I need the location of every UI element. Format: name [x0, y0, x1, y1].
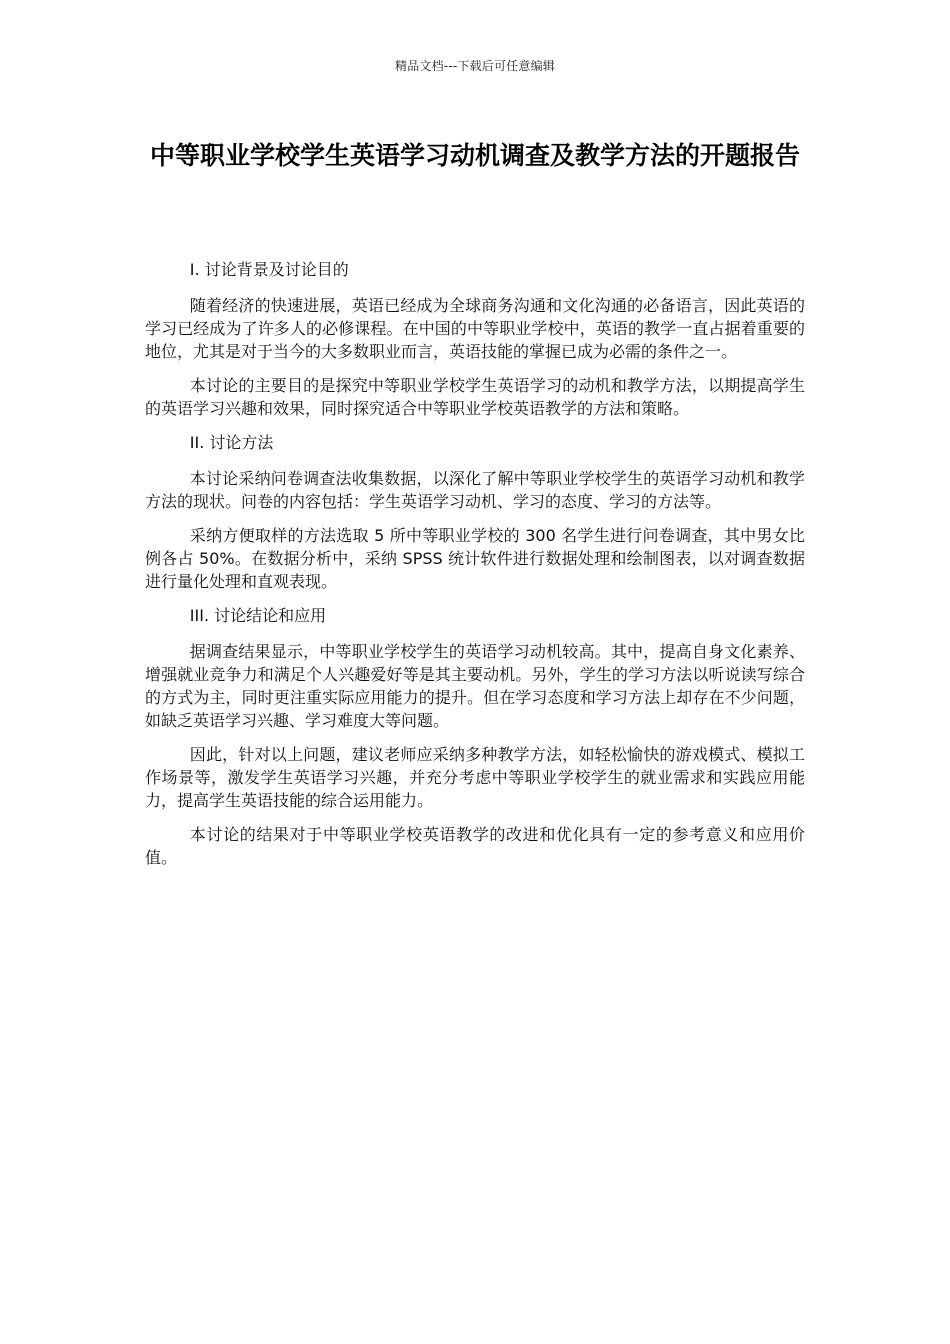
paragraph-significance: 本讨论的结果对于中等职业学校英语教学的改进和优化具有一定的参考意义和应用价值。 [145, 825, 805, 867]
paragraph-survey-method: 本讨论采纳问卷调查法收集数据，以深化了解中等职业学校学生的英语学习动机和教学方法的现状。问卷的内容包括：学生英语学习动机、学习的态度、学习的方法等。 [145, 469, 805, 511]
document-body [145, 258, 805, 880]
section-heading-conclusions: III. 讨论结论和应用 [189, 606, 327, 625]
header-note: 精品文档---下载后可任意编辑 [395, 59, 555, 73]
document-title: 中等职业学校学生英语学习动机调查及教学方法的开题报告 [149, 141, 800, 170]
paragraph-findings: 据调查结果显示，中等职业学校学生的英语学习动机较高。其中，提高自身文化素养、增强就业竞争力和满足个人兴趣爱好等是其主要动机。另外，学生的学习方法以听说读写综合的方式为主，同时更注重实际应用能力的提升。但在学习态度和学习方法上却存在不少问题，如缺乏英语学习兴趣、学习难度大等问题。 [145, 642, 805, 730]
paragraph-recommendations: 因此，针对以上问题，建议老师应采纳多种教学方法，如轻松愉快的游戏模式、模拟工作场景等，激发学生英语学习兴趣，并充分考虑中等职业学校学生的就业需求和实践应用能力，提高学生英语技能的综合运用能力。 [145, 745, 805, 810]
paragraph-sampling: 采纳方便取样的方法选取 5 所中等职业学校的 300 名学生进行问卷调查，其中男女比例各占 50%。在数据分析中，采纳 SPSS 统计软件进行数据处理和绘制图表，以对调查数据进行量化处理和直观表现。 [145, 526, 805, 591]
section-heading-background: I. 讨论背景及讨论目的 [189, 260, 349, 279]
paragraph-purpose: 本讨论的主要目的是探究中等职业学校学生英语学习的动机和教学方法，以期提高学生的英语学习兴趣和效果，同时探究适合中等职业学校英语教学的方法和策略。 [145, 376, 805, 418]
section-heading-methods: II. 讨论方法 [189, 433, 274, 452]
paragraph-background: 随着经济的快速进展，英语已经成为全球商务沟通和文化沟通的必备语言，因此英语的学习已经成为了许多人的必修课程。在中国的中等职业学校中，英语的教学一直占据着重要的地位，尤其是对于当今的大多数职业而言，英语技能的掌握已成为必需的条件之一。 [145, 296, 805, 361]
